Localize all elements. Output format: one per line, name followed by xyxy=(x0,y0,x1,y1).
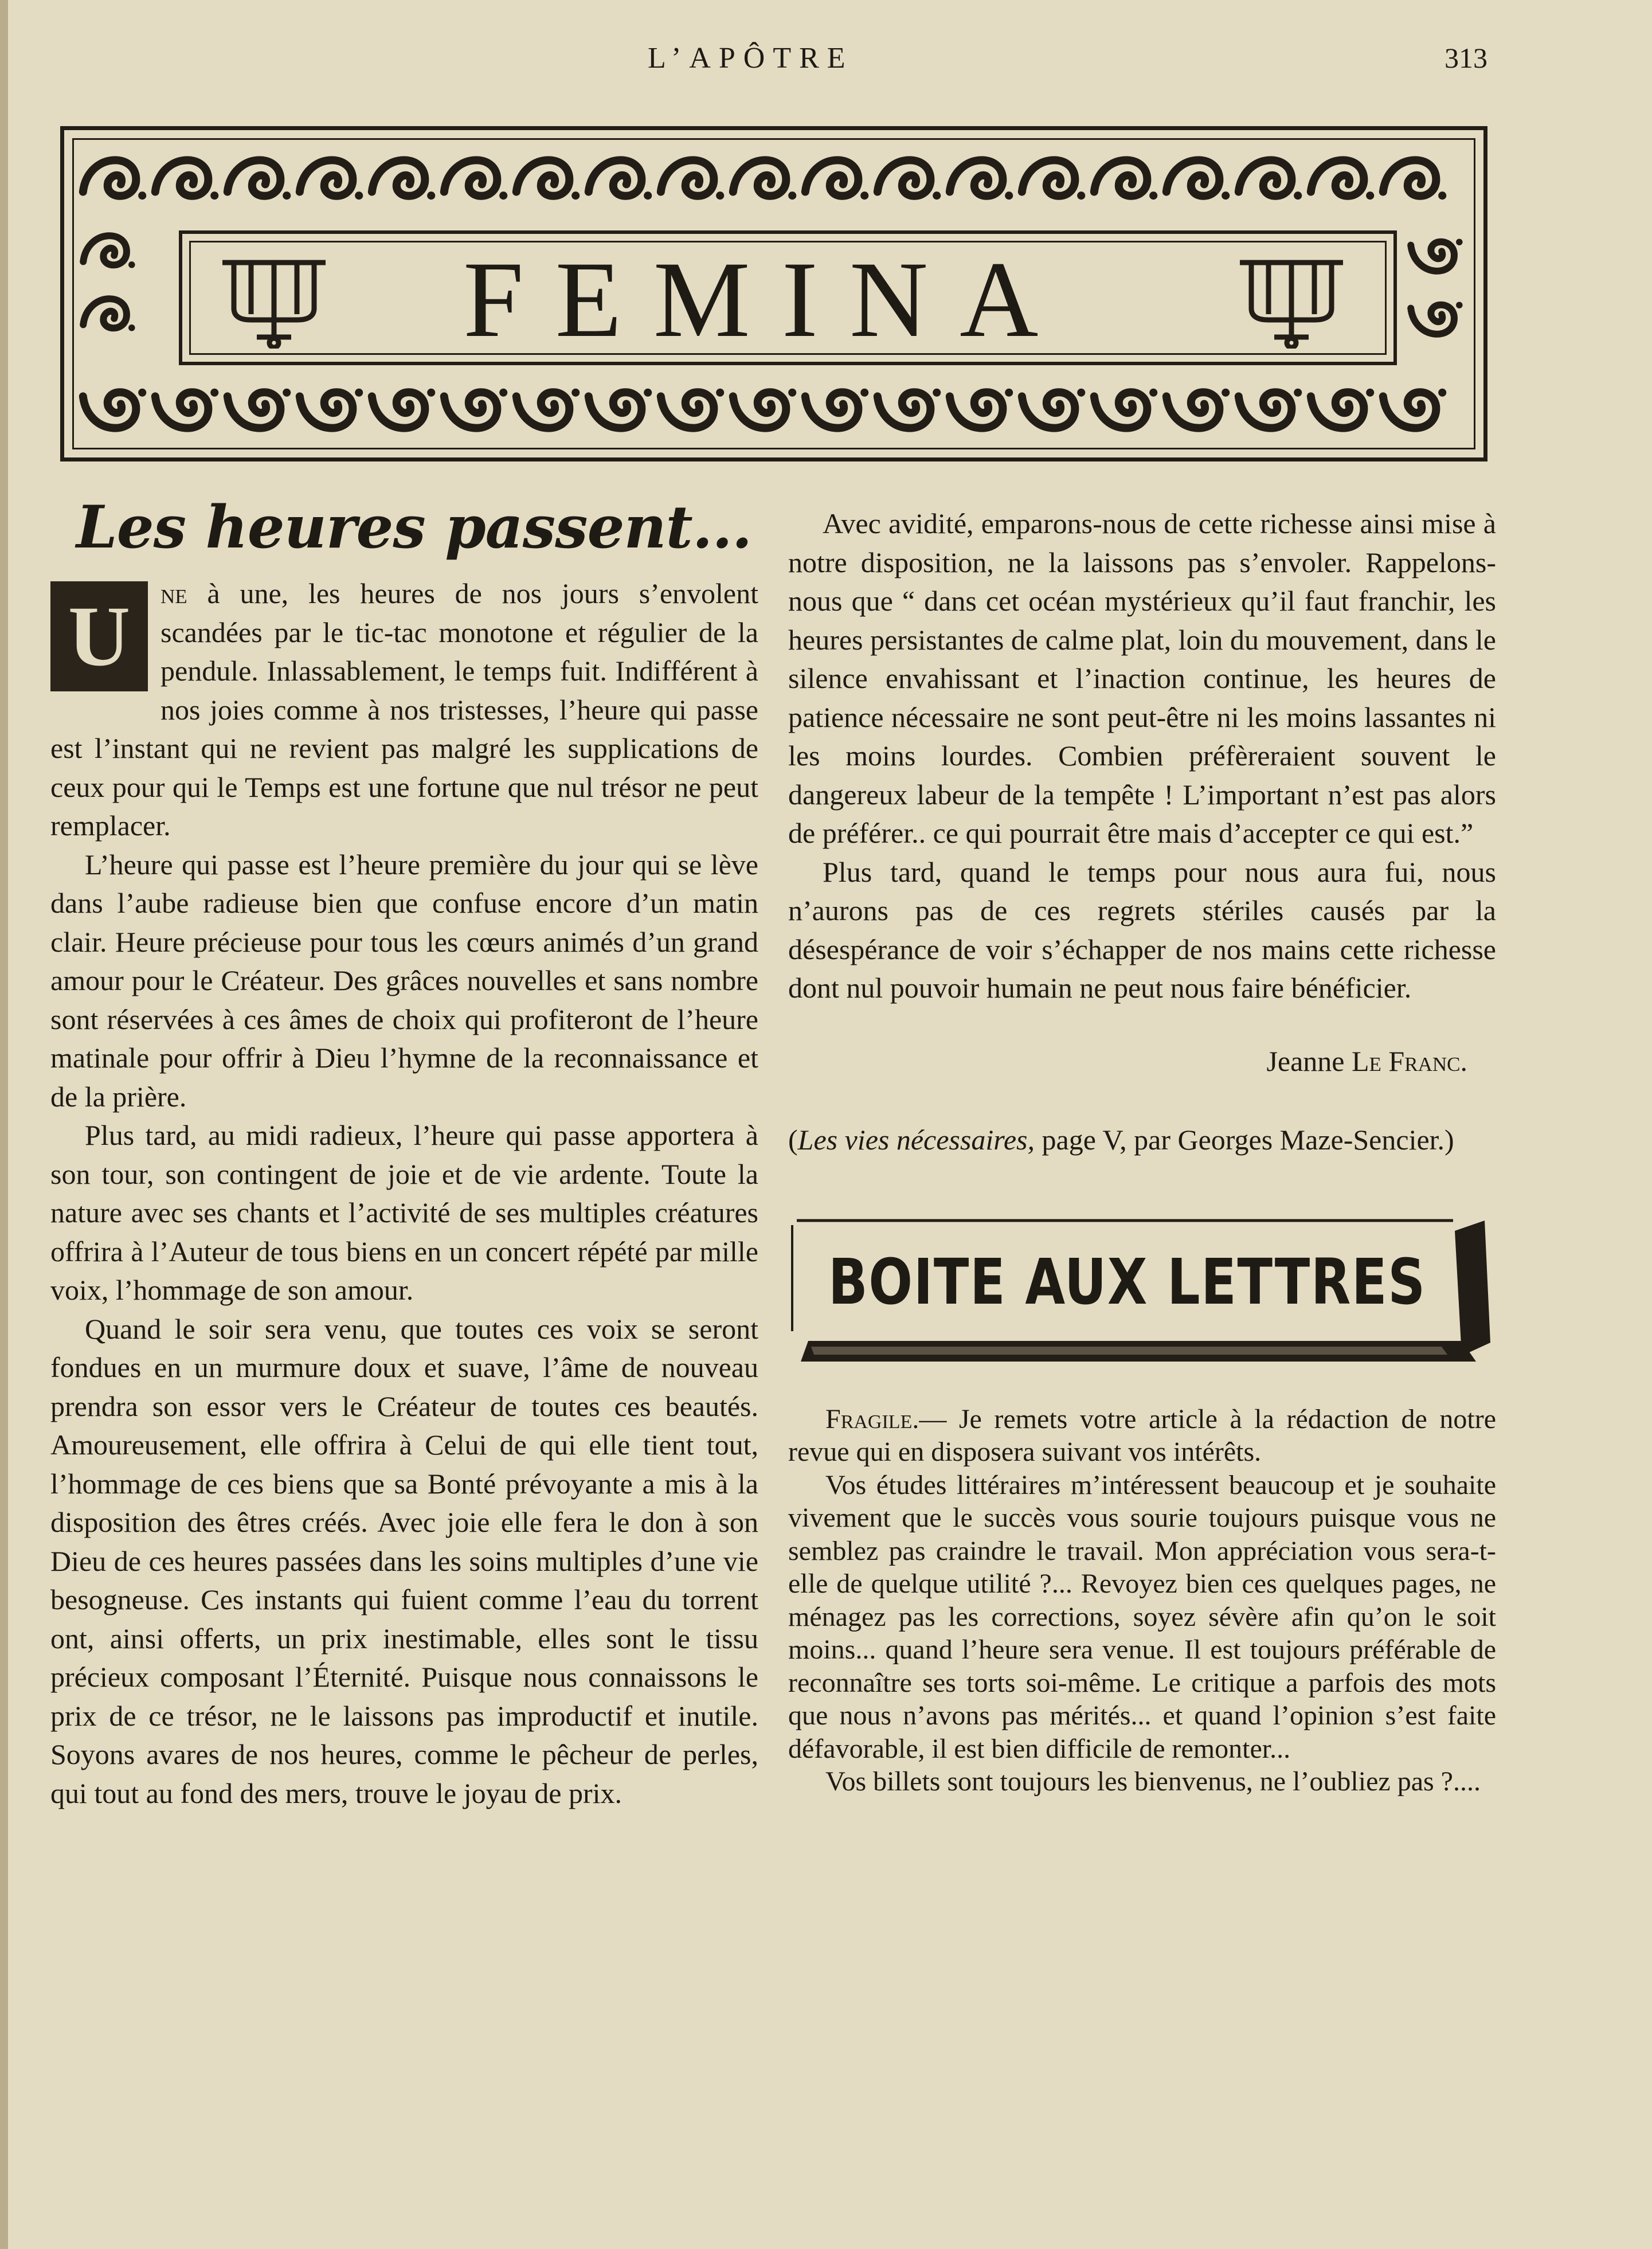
letter-paragraph-2: Vos études littéraires m’intéressent beaucoup et je souhaite vivement que le succès vous sourie toujours puisque vous ne semblez pas craindre le travail. Mon appréciation vous sera-t-elle de quelque utilité ?... Revoyez bien ces quelques pages, ne ménagez pas les corrections, soyez sévère afin qu’on le soit moins... quand l’heure sera venue. Il est toujours préférable de reconnaître ses torts soi-même. Le critique a parfois des mots que nous n’avons pas mérités... et quand l’opinion s’est faite défavorable, il est bien difficile de remonter... xyxy=(788,1469,1496,1764)
scroll-motif xyxy=(1383,392,1436,428)
scroll-dot xyxy=(860,191,868,200)
scroll-dot xyxy=(427,389,435,397)
scroll-motif xyxy=(589,392,642,428)
scroll-dot xyxy=(860,389,868,397)
scroll-dot xyxy=(1222,191,1230,200)
scroll-dot xyxy=(1149,389,1157,397)
article-right-column xyxy=(788,504,1496,1798)
citation-open: ( xyxy=(788,1123,798,1156)
drop-cap-ornament xyxy=(50,581,148,691)
scroll-dot xyxy=(933,191,941,200)
scroll-dot xyxy=(1005,389,1013,397)
scroll-motif xyxy=(300,392,353,428)
scroll-dot xyxy=(1077,389,1085,397)
scroll-motif xyxy=(1094,392,1148,428)
scroll-dot xyxy=(1366,191,1374,200)
article-paragraph-5: Avec avidité, emparons-nous de cette richesse ainsi mise à notre disposition, ne la laissons pas s’envoler. Rappelons-nous que “ dans cet océan mystérieux qu’il faut franchir, les heures persistantes de calme plat, loin du mouvement, dans le silence envahissant et l’inaction continue, les heures de patience nécessaire ne sont peut-être ni les moins lassantes ni les moins lourdes. Combien préfèreraient souvent le dangereux labeur de la tempête ! L’important n’est pas alors de préférer.. ce qui pourrait être mais d’accepter ce qui est.” xyxy=(788,507,1496,849)
scroll-motif xyxy=(83,392,136,428)
scroll-motif xyxy=(1166,160,1220,195)
letter-paragraph-1-text: — Je remets votre article à la rédaction de notre revue qui en disposera suivant vos intérêts. xyxy=(788,1403,1496,1467)
scroll-dot xyxy=(716,191,724,200)
page-edge xyxy=(0,0,8,2249)
scroll-dot xyxy=(788,191,796,200)
scroll-motif xyxy=(950,392,1003,428)
letter-paragraph-1 xyxy=(788,1403,1496,1469)
paragraph-1-text: à une, les heures de nos jours s’envolent scandées par le tic-tac monotone et régulier de la pendule. Inlassablement, le temps fuit. Indifférent à nos joies comme à nos tristesses, l’heure qui passe est l’instant qui ne revient pas malgré les supplications de ceux pour qui le Temps est une fortune que nul trésor ne peut remplacer. xyxy=(50,577,758,842)
scroll-motif xyxy=(950,160,1003,195)
scroll-dot xyxy=(128,324,135,331)
letter-recipient: Fragile. xyxy=(825,1403,919,1434)
article-left-column xyxy=(50,493,758,1813)
scroll-motif xyxy=(1239,392,1292,428)
fleur-emblem-left-icon xyxy=(217,251,331,349)
citation-rest: page V, par Georges Maze-Sencier.) xyxy=(1035,1123,1454,1156)
scroll-dot xyxy=(1438,191,1446,200)
scroll-motif xyxy=(733,160,786,195)
scroll-motif xyxy=(155,160,209,195)
scroll-dot xyxy=(210,389,218,397)
scroll-dot xyxy=(1005,191,1013,200)
scroll-dot xyxy=(1149,191,1157,200)
scroll-motif xyxy=(516,392,570,428)
scroll-motif xyxy=(733,392,786,428)
scroll-motif xyxy=(661,392,714,428)
scroll-motif xyxy=(878,392,931,428)
scroll-motif xyxy=(372,160,425,195)
femina-title-box xyxy=(179,230,1397,365)
mailbox-title: BOITE AUX LETTRES xyxy=(828,1245,1426,1319)
scroll-dot xyxy=(716,389,724,397)
scroll-motif xyxy=(228,160,281,195)
source-citation xyxy=(788,1121,1496,1159)
scroll-motif xyxy=(155,392,209,428)
femina-title: FEMINA xyxy=(463,240,1070,360)
scroll-motif xyxy=(1166,392,1220,428)
scroll-dot xyxy=(1456,238,1463,245)
author-first-name: Jeanne xyxy=(1266,1045,1345,1077)
scroll-motif xyxy=(1311,392,1364,428)
femina-header-frame xyxy=(60,126,1487,461)
scroll-motif xyxy=(589,160,642,195)
scroll-dot xyxy=(571,389,580,397)
scroll-motif xyxy=(1383,160,1436,195)
journal-title: L’APÔTRE xyxy=(648,42,854,75)
article-paragraph-3: Plus tard, au midi radieux, l’heure qui passe apportera à son tour, son contingent de joie et de vie ardente. Toute la nature avec ses chants et l’activité de ses multiples créatures offrira à l’Auteur de tous biens en un concert répété par mille voix, l’hommage de son amour. xyxy=(50,1119,758,1306)
scroll-dot xyxy=(355,191,363,200)
author-last-name: Le Franc. xyxy=(1352,1045,1467,1077)
article-signature xyxy=(788,1042,1467,1081)
scroll-dot xyxy=(427,191,435,200)
scroll-motif xyxy=(1022,392,1075,428)
scroll-dot xyxy=(283,191,291,200)
article-paragraph-1 xyxy=(50,574,758,846)
scroll-dot xyxy=(1366,389,1374,397)
letter-paragraph-3: Vos billets sont toujours les bienvenus, ne l’oubliez pas ?.... xyxy=(825,1766,1481,1797)
article-paragraph-6: Plus tard, quand le temps pour nous aura fui, nous n’aurons pas de ces regrets stériles causés par la désespérance de voir s’échapper de nos mains cette richesse dont nul pouvoir humain ne peut nous faire bénéficier. xyxy=(788,855,1496,1004)
fleur-emblem-right-icon xyxy=(1234,251,1349,349)
page-number: 313 xyxy=(1444,42,1487,74)
scrollwork-ornament xyxy=(64,130,1483,457)
scroll-dot xyxy=(1456,302,1463,308)
scroll-motif xyxy=(444,160,498,195)
scroll-motif xyxy=(444,392,498,428)
scroll-dot xyxy=(138,191,146,200)
scroll-dot xyxy=(283,389,291,397)
scroll-motif xyxy=(1239,160,1292,195)
article-paragraph-2: L’heure qui passe est l’heure première du jour qui se lève dans l’aube radieuse bien que confuse encore d’un matin clair. Heure précieuse pour tous les cœurs animés d’un grand amour pour le Créateur. Des grâces nouvelles et sans nombre sont réservées à ces âmes de choix qui profiteront de l’heure matinale pour offrir à Dieu l’hymne de la reconnaissance et de la prière. xyxy=(50,848,758,1113)
scroll-motif xyxy=(300,160,353,195)
scroll-motif xyxy=(83,160,136,195)
scroll-dot xyxy=(1294,191,1302,200)
scroll-motif xyxy=(805,160,859,195)
scroll-motif xyxy=(1411,242,1454,271)
scroll-dot xyxy=(499,191,507,200)
scroll-motif xyxy=(1022,160,1075,195)
scroll-dot xyxy=(788,389,796,397)
scroll-motif xyxy=(1094,160,1148,195)
scroll-dot xyxy=(1438,389,1446,397)
running-head xyxy=(0,41,1652,81)
scroll-motif xyxy=(1311,160,1364,195)
scroll-dot xyxy=(933,389,941,397)
scroll-dot xyxy=(644,191,652,200)
scroll-dot xyxy=(138,389,146,397)
scroll-dot xyxy=(1294,389,1302,397)
scroll-motif xyxy=(805,392,859,428)
scroll-motif xyxy=(372,392,425,428)
scroll-motif xyxy=(516,160,570,195)
mailbox-banner xyxy=(788,1214,1496,1366)
scroll-motif xyxy=(661,160,714,195)
scroll-dot xyxy=(499,389,507,397)
scroll-motif xyxy=(878,160,931,195)
drop-cap-letter: U xyxy=(68,589,131,684)
scroll-dot xyxy=(210,191,218,200)
citation-book-title: Les vies nécessaires, xyxy=(797,1123,1035,1156)
first-word-rest: ne xyxy=(160,577,187,609)
scroll-motif xyxy=(1411,305,1454,334)
scroll-dot xyxy=(1077,191,1085,200)
scroll-motif xyxy=(83,236,127,265)
scroll-motif xyxy=(228,392,281,428)
article-paragraph-4: Quand le soir sera venu, que toutes ces voix se seront fondues en un murmure doux et suave, l’âme de nouveau prendra son essor vers le Créateur de toutes ces beautés. Amoureusement, elle offrira à Celui de qui elle tient tout, l’hommage de ces biens que sa Bonté prévoyante a mis à la disposition des êtres créés. Avec joie elle fera le don à son Dieu de ces heures passées dans les soins multiples d’une vie besogneuse. Ces instants qui fuient comme l’eau du torrent ont, ainsi offerts, un prix inestimable, elles sont le tissu précieux composant l’Éternité. Puisque nous connaissons le prix de ce trésor, ne le laissons pas improductif et inutile. Soyons avares de nos heures, comme le pêcheur de perles, qui tout au fond des mers, trouve le joyau de prix. xyxy=(50,1312,758,1809)
scroll-dot xyxy=(1222,389,1230,397)
scroll-dot xyxy=(644,389,652,397)
scroll-dot xyxy=(128,261,135,268)
scroll-dot xyxy=(355,389,363,397)
article-title: Les heures passent... xyxy=(76,493,752,562)
scroll-motif xyxy=(83,299,127,328)
scroll-dot xyxy=(571,191,580,200)
